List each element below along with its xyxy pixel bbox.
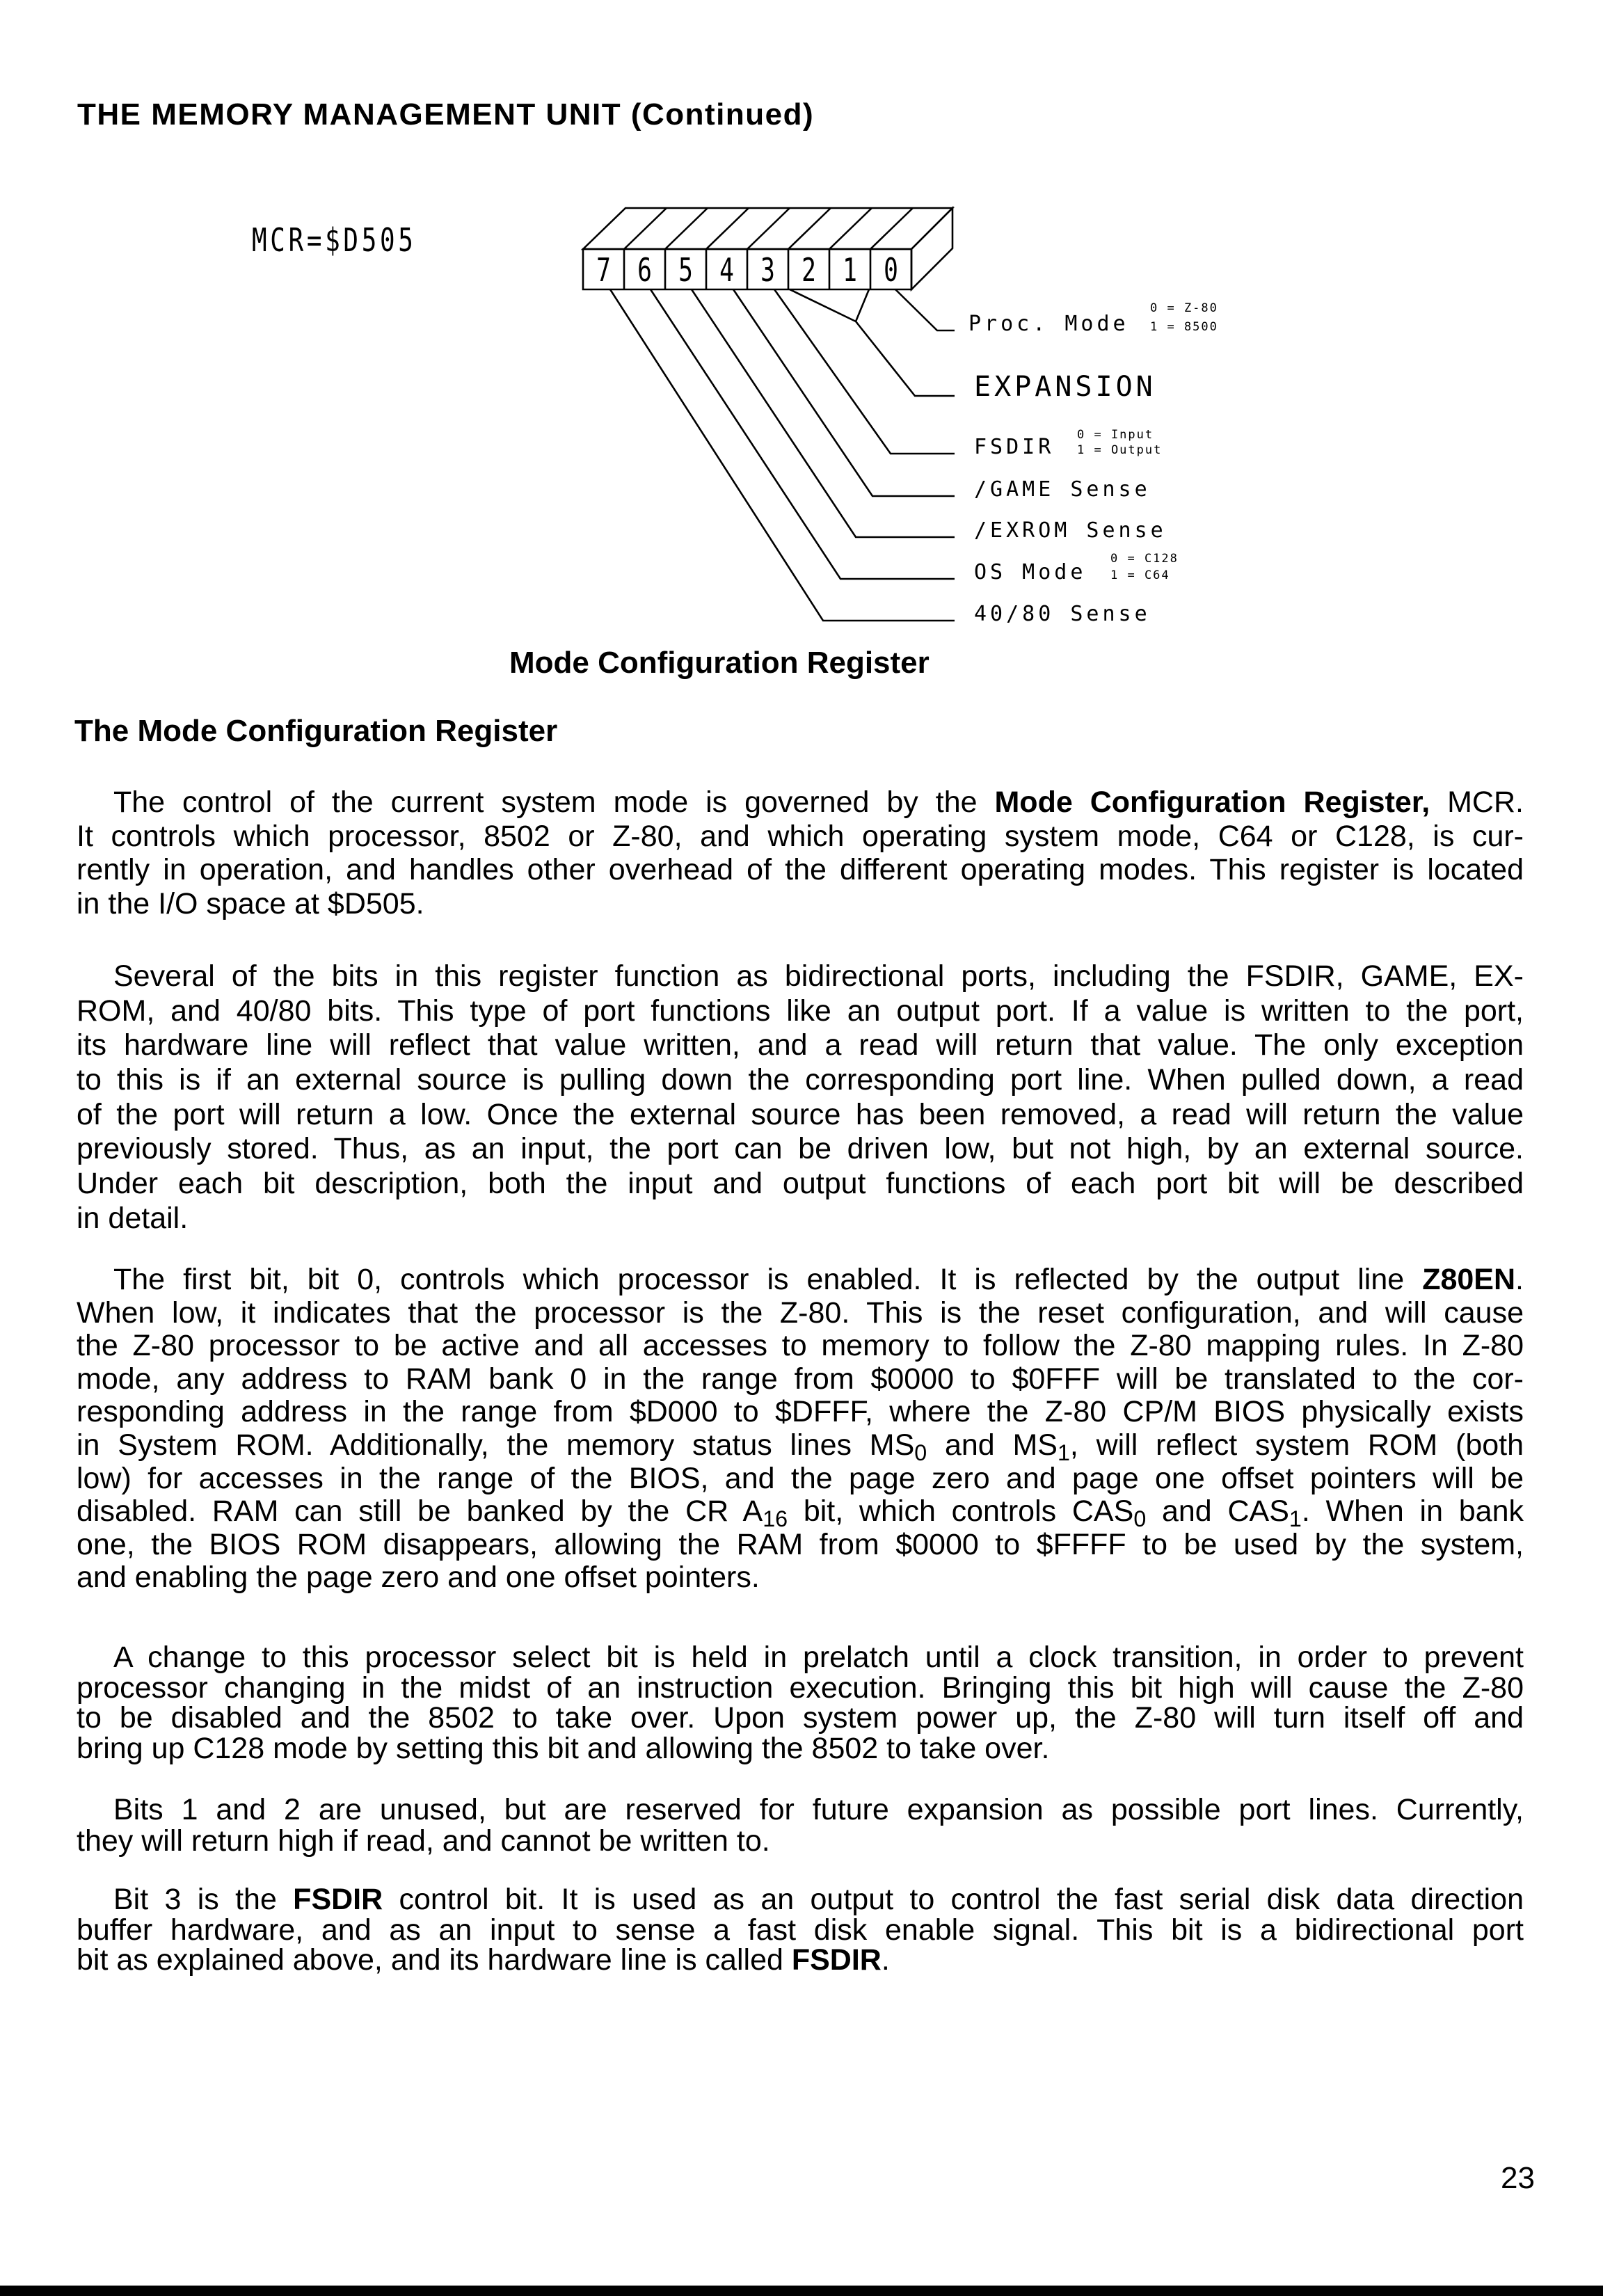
text-line: in the I/O space at $D505. <box>77 886 424 920</box>
subscript: 1 <box>1057 1440 1070 1466</box>
bit-number-0: 0 <box>884 251 898 289</box>
leader-bit2 <box>790 289 955 396</box>
label-proc-mode-1: 1 = 8500 <box>1150 320 1218 334</box>
text-line: and enabling the page zero and one offset pointers. <box>77 1561 760 1595</box>
cell-top-divider <box>665 208 708 249</box>
paragraph <box>77 786 1524 920</box>
label-fsdir-0: 0 = Input <box>1077 428 1154 442</box>
mcr-bit-diagram <box>0 0 1603 696</box>
bold-term: Z80EN <box>1422 1263 1516 1296</box>
bit-number-3: 3 <box>760 251 775 289</box>
text-line: Bits 1 and 2 are unused, but are reserved for future expansion as possible port lines. Currently, <box>113 1793 1524 1826</box>
paragraph <box>77 1794 1524 1857</box>
subscript: 16 <box>763 1506 788 1532</box>
text-line: in System ROM. Additionally, the memory status lines $MS_0$ and $MS_1$, will reflect system ROM (both <box>77 1428 1524 1466</box>
text-line: in detail. <box>77 1201 189 1235</box>
label-proc-mode: Proc. Mode <box>968 312 1129 336</box>
cell-top-divider <box>706 208 749 249</box>
text-line: its hardware line will reflect that value written, and a read will return that value. The only exception <box>77 1028 1524 1062</box>
page-title: THE MEMORY MANAGEMENT UNIT (Continued) <box>77 97 815 131</box>
label-expansion: EXPANSION <box>974 371 1156 403</box>
label-os-mode: OS Mode <box>974 560 1087 584</box>
bit-number-5: 5 <box>678 251 693 289</box>
text-line: responding address in the range from $D000 to $DFFF, where the Z-80 CP/M BIOS physically exists <box>77 1395 1524 1429</box>
diagram-caption: Mode Configuration Register <box>509 646 930 680</box>
bit-number-2: 2 <box>802 251 816 289</box>
subscript: 0 <box>914 1440 927 1466</box>
label-40-80-sense: 40/80 Sense <box>974 602 1151 626</box>
text-line: ROM, and 40/80 bits. This type of port functions like an output port. If a value is written to the port, <box>77 994 1524 1028</box>
paragraph <box>77 1885 1524 1976</box>
text-line: the Z-80 processor to be active and all accesses to memory to follow the Z-80 mapping rules. In Z-80 <box>77 1329 1524 1363</box>
bit-number-6: 6 <box>637 251 652 289</box>
text-line: they will return high if read, and cannot be written to. <box>77 1824 770 1858</box>
text-line: bit as explained above, and its hardware line is called FSDIR. <box>77 1943 890 1977</box>
text-line: The control of the current system mode is governed by the Mode Configuration Register, MCR. <box>113 786 1524 819</box>
cell-top-divider <box>829 208 872 249</box>
text-line: When low, it indicates that the processor is the Z-80. This is the reset configuration, and will cause <box>77 1296 1524 1330</box>
cell-top-divider <box>747 208 790 249</box>
label-fsdir: FSDIR <box>974 435 1055 459</box>
paragraph <box>77 1263 1524 1595</box>
leader-bit0 <box>895 289 955 330</box>
text-line: to be disabled and the 8502 to take over. Upon system power up, the Z-80 will turn itself off and <box>77 1701 1524 1735</box>
text-line: one, the BIOS ROM disappears, allowing the RAM from $0000 to $FFFF to be used by the system, <box>77 1527 1524 1561</box>
text-line: to this is if an external source is pulling down the corresponding port line. When pulled down, a read <box>77 1063 1524 1097</box>
bit-number-4: 4 <box>719 251 734 289</box>
section-heading: The Mode Configuration Register <box>74 714 558 748</box>
text-line: disabled. RAM can still be banked by the CR $A_{16}$ bit, which controls $CAS_0$ and $CAS_1$. When in bank <box>77 1494 1524 1532</box>
label-game-sense: /GAME Sense <box>974 477 1151 502</box>
bold-term: Mode Configuration Register, <box>994 786 1430 819</box>
label-fsdir-1: 1 = Output <box>1077 443 1163 457</box>
text-line: buffer hardware, and as an input to sense a fast disk enable signal. This bit is a bidirectional port <box>77 1913 1524 1947</box>
text-line: processor changing in the midst of an instruction execution. Bringing this bit high will cause the Z-80 <box>77 1671 1524 1705</box>
text-line: previously stored. Thus, as an input, the port can be driven low, but not high, by an external source. <box>77 1132 1524 1166</box>
text-line: mode, any address to RAM bank 0 in the range from $0000 to $0FFF will be translated to the cor- <box>77 1362 1524 1396</box>
paragraph <box>77 959 1524 1236</box>
subscript: 1 <box>1289 1506 1302 1532</box>
paragraph <box>77 1643 1524 1764</box>
leader-bit6 <box>651 289 955 579</box>
leader-bit7 <box>610 289 955 621</box>
subscript: 0 <box>1133 1506 1147 1532</box>
label-os-mode-0: 0 = C128 <box>1110 552 1179 566</box>
text-line: A change to this processor select bit is held in prelatch until a clock transition, in order to prevent <box>113 1641 1524 1674</box>
text-line: Several of the bits in this register function as bidirectional ports, including the FSDIR, GAME, EX- <box>113 959 1524 993</box>
page-number: 23 <box>1501 2161 1535 2195</box>
text-line: of the port will return a low. Once the external source has been removed, a read will return the value <box>77 1097 1524 1131</box>
cell-top-divider <box>788 208 831 249</box>
leader-bit3 <box>774 289 955 454</box>
register-side-face <box>911 208 952 289</box>
text-line: It controls which processor, 8502 or Z-80, and which operating system mode, C64 or C128, is cur- <box>77 819 1524 853</box>
bold-term: FSDIR <box>791 1943 882 1977</box>
bold-term: FSDIR <box>293 1883 383 1916</box>
text-line: rently in operation, and handles other overhead of the different operating modes. This register is located <box>77 853 1524 886</box>
text-line: The first bit, bit 0, controls which processor is enabled. It is reflected by the output line Z80EN. <box>113 1263 1524 1296</box>
cell-top-divider <box>870 208 913 249</box>
text-line: Under each bit description, both the input and output functions of each port bit will be described <box>77 1167 1524 1201</box>
text-line: low) for accesses in the range of the BIOS, and the page zero and page one offset pointers will be <box>77 1461 1524 1495</box>
text-line: Bit 3 is the FSDIR control bit. It is used as an output to control the fast serial disk data direction <box>113 1883 1524 1916</box>
scan-edge-bar <box>0 2286 1603 2296</box>
label-proc-mode-0: 0 = Z-80 <box>1150 301 1218 315</box>
label-os-mode-1: 1 = C64 <box>1110 568 1170 582</box>
bit-number-1: 1 <box>843 251 857 289</box>
cell-top-divider <box>624 208 667 249</box>
bit-number-7: 7 <box>596 251 611 289</box>
label-exrom-sense: /EXROM Sense <box>974 518 1167 543</box>
register-address-label: MCR=$D505 <box>252 221 417 259</box>
text-line: bring up C128 mode by setting this bit and allowing the 8502 to take over. <box>77 1731 1050 1765</box>
leader-bit1 <box>856 289 869 321</box>
